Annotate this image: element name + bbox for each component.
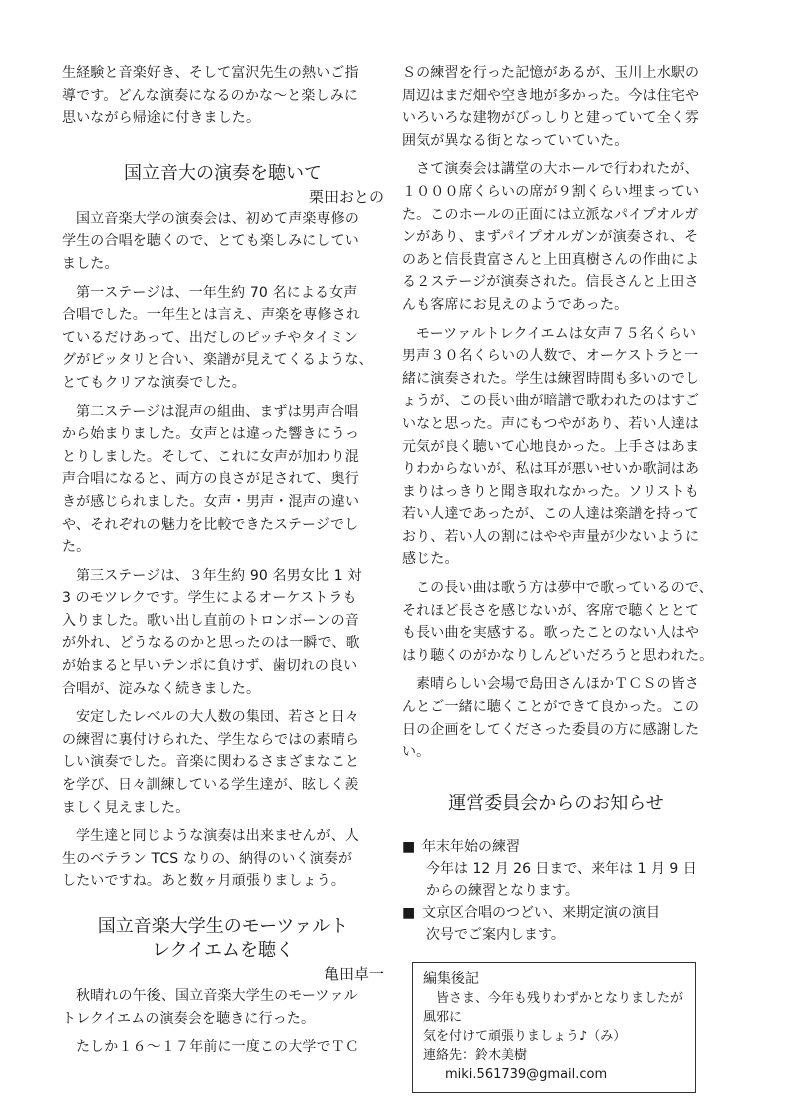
article1-paragraph: 第一ステージは、一年生約 70 名による女声 合唱でした。一年生とは言え、声楽を専修され ているだけあって、出だしのピッチやタイミン グがピッタリと合い、楽譜が見えてくるような、 とてもクリアな演奏でした。 [62, 284, 373, 391]
article-kunitachi-concert [62, 162, 384, 893]
notice-item-heading: 年末年始の練習 [422, 838, 520, 855]
article2-paragraph: 秋晴れの午後、国立音楽大学生のモーツァル トレクイエムの演奏会を聴きに行った。 [62, 988, 358, 1027]
article2-paragraph: この長い曲は歌う方は夢中で歌っているので、 それほど長さを感じないが、客席で聴くととて も長い曲を実感する。歌ったことのない人はや はり聴くのがかなりしんどいだろうと思われた。 [402, 580, 714, 664]
notice-title: 運営委員会からのお知らせ [448, 792, 664, 814]
contact-label: 連絡先：鈴木美樹 [423, 1047, 528, 1063]
square-bullet-icon: ■ [402, 904, 416, 921]
right-column [402, 62, 724, 1093]
notice-item-body: 今年は 12 月 26 日まで、来年は 1 月 9 日 からの練習となります。 [426, 860, 697, 899]
committee-notice [402, 792, 724, 946]
article2-paragraph: たしか１６～１７年前に一度この大学でＴＣ [76, 1039, 359, 1056]
article2-continuation [402, 62, 724, 764]
notice-item-heading: 文京区合唱のつどい、来期定演の演目 [422, 904, 660, 921]
left-column [62, 62, 384, 1059]
contact-email: miki.561739@gmail.com [445, 1066, 608, 1082]
article1-author: 栗田おとの [308, 187, 384, 206]
article2-paragraph: 素晴らしい会場で島田さんほかＴＣＳの皆さ んとご一緒に聴くことができて良かった。この 日の企画をしてくださった委員の方に感謝した い。 [402, 676, 700, 761]
notice-item [402, 902, 724, 924]
intro-continuation: 生経験と音楽好き、そして富沢先生の熱いご指 導です。どんな演奏になるのかな～と楽しみに 思いながら帰途に付きました。 [62, 65, 359, 127]
article2-paragraph: Ｓの練習を行った記憶があるが、玉川上水駅の 周辺はまだ畑や空き地が多かった。今は住宅や いろいろな建物がびっしりと建っていて全く雰 囲気が異なる街となっていていた。 [402, 65, 700, 149]
editor-note-box [412, 962, 696, 1093]
article1-paragraph: 学生達と同じような演奏は出来ませんが、人 生のベテラン TCS なりの、納得のいく演奏が したいですね。あと数ヶ月頑張りましょう。 [62, 828, 359, 890]
article1-paragraph: 第二ステージは混声の組曲、まずは男声合唱 から始まりました。女声とは違った響きにうっ とりしました。そして、これに女声が加わり混 声合唱になると、両方の良さが足されて、奥行 きが感じられました。女声・男声・混声の違い や、それぞれの魅力を比較できたステージでし た。 [62, 403, 360, 556]
article1-title: 国立音大の演奏を聴いて [124, 162, 322, 184]
article2-title: 国立音楽大学生のモーツァルト レクイエムを聴く [97, 916, 349, 961]
editor-note-title: 編集後記 [423, 970, 479, 987]
editor-note-body: 皆さま、今年も残りわずかとなりましたが風邪に 気を付けて頑張りましょう♪（み） [423, 990, 684, 1044]
article1-paragraph: 国立音楽大学の演奏会は、初めて声楽専修の 学生の合唱を聴くので、とても楽しみにしてい ました。 [62, 210, 359, 272]
notice-item-body: 次号でご案内します。 [426, 926, 565, 943]
notice-item [402, 836, 724, 858]
article1-paragraph: 安定したレベルの大人数の集団、若さと日々 の練習に裏付けられた、学生ならではの素晴ら しい演奏でした。音楽に関わるさまざまなこと を学び、日々訓練している学生達が、眩しく羨 ましく見えました。 [62, 709, 360, 816]
square-bullet-icon: ■ [402, 838, 416, 855]
article1-paragraph: 第三ステージは、３年生約 90 名男女比 1 対 3 のモツレクです。学生によるオーケストラも 入りました。歌い出し直前のトロンボーンの音 が外れ、どうなるのかと思ったのは一瞬で、歌 が始まると早いテンポに負けず、歯切れの良い 合唱が、淀みなく続きました。 [62, 567, 362, 697]
article2-paragraph: さて演奏会は講堂の大ホールで行われたが、 １０００席くらいの席が９割くらい埋まってい た。このホールの正面には立派なパイプオルガ ンがあり、まずパイプオルガンが演奏され、そ のあと信長貴富さんと上田真樹さんの作曲によ る２ステージが演奏された。信長さんと上田さ んも客席にお見えのようであった。 [402, 161, 700, 313]
article2-author: 亀田卓一 [323, 965, 384, 983]
article-mozart-requiem [62, 915, 384, 1059]
editor-contact [423, 1046, 685, 1084]
article2-paragraph: モーツァルトレクイエムは女声７５名くらい 男声３０名くらいの人数で、オーケストラと一 緒に演奏された。学生は練習時間も多いのでし ょうが、この長い曲が暗譜で歌われたのはすご いなと思った。声にもつやがあり、若い人達は 元気が良く聴いて心地良かった。上手さはあま りわからないが、私は耳が悪いせいか歌詞はあ まりはっきりと聞き取れなかった。ソリストも 若い人達であったが、この人達は楽譜を持って おり、若い人の割にはやや声量が少ないように 感じた。 [402, 325, 700, 568]
